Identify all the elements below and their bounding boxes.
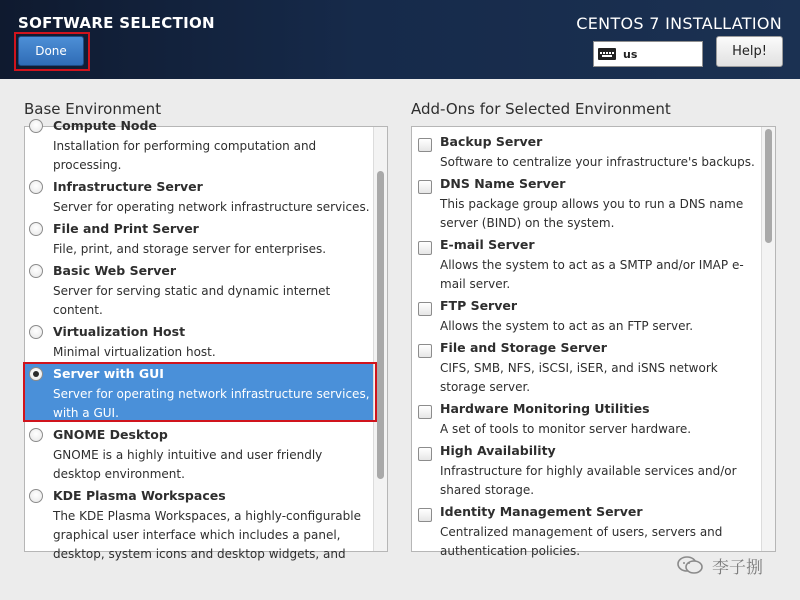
option-title: KDE Plasma Workspaces [53, 488, 226, 503]
checkbox[interactable] [418, 241, 432, 255]
scrollbar[interactable] [761, 127, 775, 551]
option-description: Allows the system to act as a SMTP and/or IMAP e-mail server. [440, 258, 744, 291]
checkbox[interactable] [418, 302, 432, 316]
option-description: Software to centralize your infrastructure's backups. [440, 155, 755, 169]
option-description: CIFS, SMB, NFS, iSCSI, iSER, and iSNS network storage server. [440, 361, 718, 394]
option-title: Server with GUI [53, 366, 164, 381]
option-title: FTP Server [440, 298, 518, 313]
checkbox[interactable] [418, 180, 432, 194]
option-description: This package group allows you to run a DNS name server (BIND) on the system. [440, 197, 744, 230]
option-description: Server for serving static and dynamic internet content. [53, 284, 331, 317]
option-title: Identity Management Server [440, 504, 643, 519]
done-button[interactable]: Done [18, 36, 84, 66]
option-title: Basic Web Server [53, 263, 177, 278]
watermark [676, 552, 763, 578]
page-title: SOFTWARE SELECTION [18, 14, 215, 32]
watermark-text: 李子捌 [712, 557, 763, 578]
help-button[interactable]: Help! [716, 36, 783, 67]
radio-button[interactable] [29, 119, 43, 133]
option-description: Centralized management of users, servers and authentication policies. [440, 525, 723, 558]
radio-button[interactable] [29, 180, 43, 194]
option-description: Infrastructure for highly available services and/or shared storage. [440, 464, 737, 497]
option-description: Minimal virtualization host. [53, 345, 216, 359]
addons-heading: Add-Ons for Selected Environment [411, 100, 671, 118]
checkbox[interactable] [418, 508, 432, 522]
radio-button[interactable] [29, 325, 43, 339]
option-title: Infrastructure Server [53, 179, 203, 194]
scroll-thumb[interactable] [765, 129, 772, 243]
option-title: E-mail Server [440, 237, 535, 252]
keyboard-layout-label: us [623, 47, 638, 61]
radio-button[interactable] [29, 222, 43, 236]
radio-button[interactable] [29, 489, 43, 503]
keyboard-layout-indicator[interactable] [593, 41, 703, 67]
scrollbar[interactable] [373, 127, 387, 551]
option-title: Compute Node [53, 118, 157, 133]
option-description: GNOME is a highly intuitive and user friendly desktop environment. [53, 448, 323, 481]
option-title: File and Storage Server [440, 340, 607, 355]
radio-button[interactable] [29, 428, 43, 442]
option-title: Hardware Monitoring Utilities [440, 401, 650, 416]
checkbox[interactable] [418, 344, 432, 358]
keyboard-icon [598, 48, 616, 60]
scroll-thumb[interactable] [377, 171, 384, 479]
checkbox[interactable] [418, 138, 432, 152]
option-description: Installation for performing computation and processing. [53, 139, 317, 172]
option-description: Server for operating network infrastructure services, with a GUI. [53, 387, 370, 420]
chat-bubble-icon [676, 554, 704, 576]
option-title: GNOME Desktop [53, 427, 168, 442]
option-title: High Availability [440, 443, 556, 458]
product-title: CENTOS 7 INSTALLATION [576, 14, 782, 33]
base-environment-heading: Base Environment [24, 100, 162, 118]
option-title: Virtualization Host [53, 324, 186, 339]
base-environment-list[interactable] [24, 118, 388, 561]
option-title: File and Print Server [53, 221, 199, 236]
option-description: Server for operating network infrastructure services. [53, 200, 370, 214]
checkbox[interactable] [418, 447, 432, 461]
option-description: The KDE Plasma Workspaces, a highly-configurable graphical user interface which includes a panel, desktop, system icons and desktop widgets, and [53, 509, 361, 561]
option-title: Backup Server [440, 134, 543, 149]
checkbox[interactable] [418, 405, 432, 419]
addons-list[interactable] [411, 126, 776, 558]
option-description: Allows the system to act as an FTP server. [440, 319, 694, 333]
radio-button-checked[interactable] [29, 367, 43, 381]
radio-button[interactable] [29, 264, 43, 278]
option-description: A set of tools to monitor server hardware. [440, 422, 692, 436]
option-description: File, print, and storage server for enterprises. [53, 242, 327, 256]
header-bar [0, 0, 800, 79]
option-title: DNS Name Server [440, 176, 566, 191]
